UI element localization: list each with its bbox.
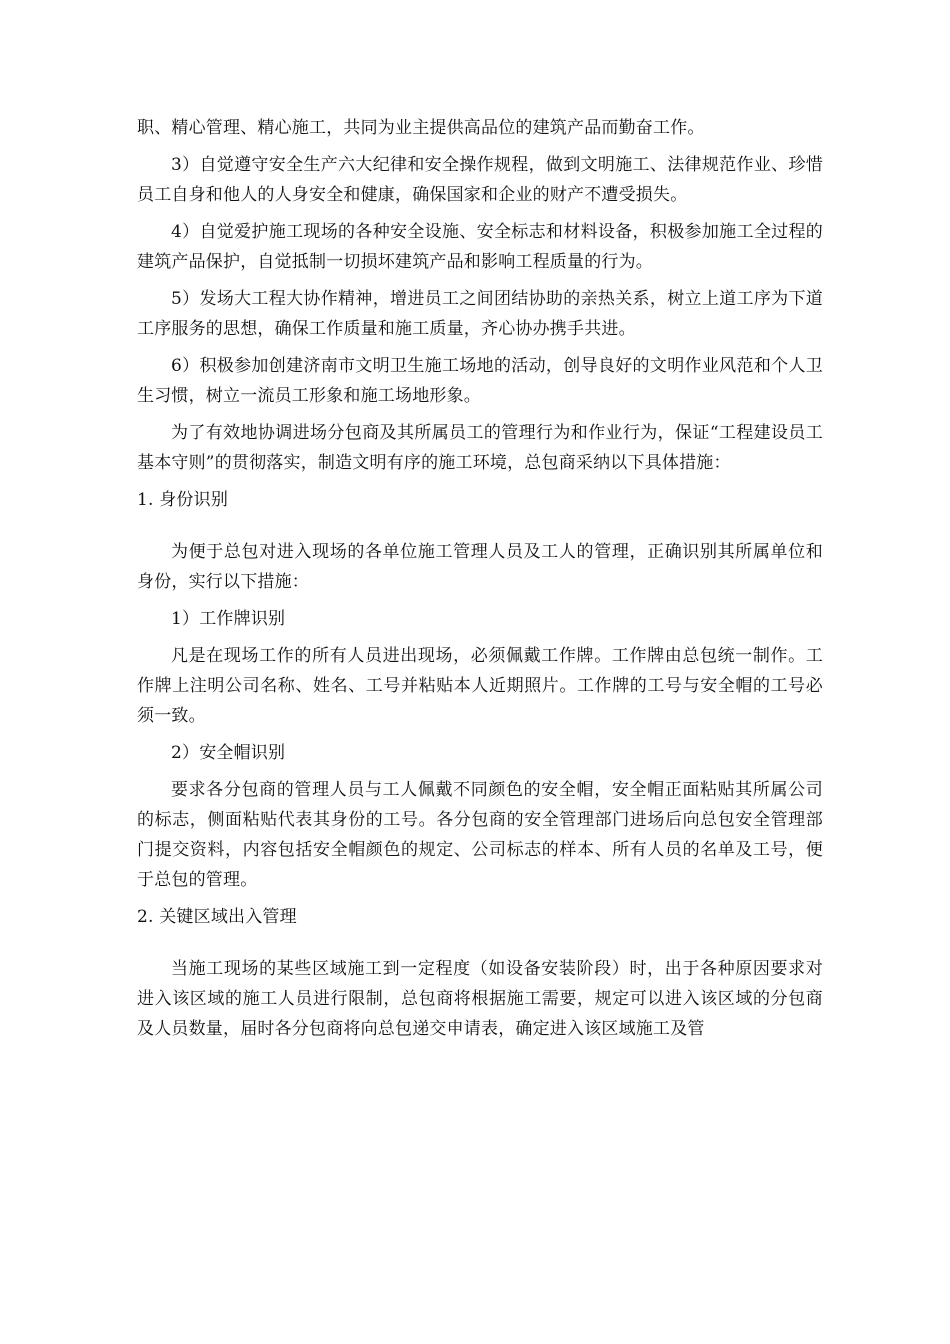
paragraph-item-6: 6）积极参加创建济南市文明卫生施工场地的活动，创导良好的文明作业风范和个人卫生习惯，树立一流员工形象和施工场地形象。: [137, 356, 823, 406]
paragraph-continuation: 职、精心管理、精心施工，共同为业主提供高品位的建筑产品而勤奋工作。: [137, 118, 705, 138]
paragraph-item-4: 4）自觉爱护施工现场的各种安全设施、安全标志和材料设备，积极参加施工全过程的建筑产品保护，自觉抵制一切损坏建筑产品和影响工程质量的行为。: [137, 222, 823, 272]
paragraph-item-5: 5）发场大工程大协作精神，增进员工之间团结协助的亲热关系，树立上道工序为下道工序服务的思想，确保工作质量和施工质量，齐心协办携手共进。: [137, 289, 823, 339]
paragraph-intro-measures: 为了有效地协调进场分包商及其所属员工的管理行为和作业行为，保证“工程建设员工基本守则”的贯彻落实，制造文明有序的施工环境，总包商采纳以下具体措施：: [137, 423, 823, 473]
paragraph-identity-intro: 为便于总包对进入现场的各单位施工管理人员及工人的管理，正确识别其所属单位和身份，实行以下措施：: [137, 542, 823, 592]
subheading-work-badge: 1）工作牌识别: [171, 609, 286, 629]
paragraph-item-3: 3）自觉遵守安全生产六大纪律和安全操作规程，做到文明施工、法律规范作业、珍惜员工自身和他人的人身安全和健康，确保国家和企业的财产不遭受损失。: [137, 155, 823, 205]
subheading-helmet: 2）安全帽识别: [171, 743, 286, 763]
document-body: [137, 113, 823, 1051]
section-heading-identity: 1. 身份识别: [137, 490, 229, 510]
paragraph-helmet: 要求各分包商的管理人员与工人佩戴不同颜色的安全帽，安全帽正面粘贴其所属公司的标志，侧面粘贴代表其身份的工号。各分包商的安全管理部门进场后向总包安全管理部门提交资料，内容包括安全帽颜色的规定、公司标志的样本、所有人员的名单及工号，便于总包的管理。: [137, 780, 823, 890]
section-heading-key-area: 2. 关键区域出入管理: [137, 907, 297, 927]
paragraph-work-badge: 凡是在现场工作的所有人员进出现场，必须佩戴工作牌。工作牌由总包统一制作。工作牌上注明公司名称、姓名、工号并粘贴本人近期照片。工作牌的工号与安全帽的工号必须一致。: [137, 646, 823, 726]
paragraph-key-area: 当施工现场的某些区域施工到一定程度（如设备安装阶段）时，出于各种原因要求对进入该区域的施工人员进行限制，总包商将根据施工需要，规定可以进入该区域的分包商及人员数量，届时各分包商将向总包递交申请表，确定进入该区域施工及管: [137, 959, 823, 1039]
